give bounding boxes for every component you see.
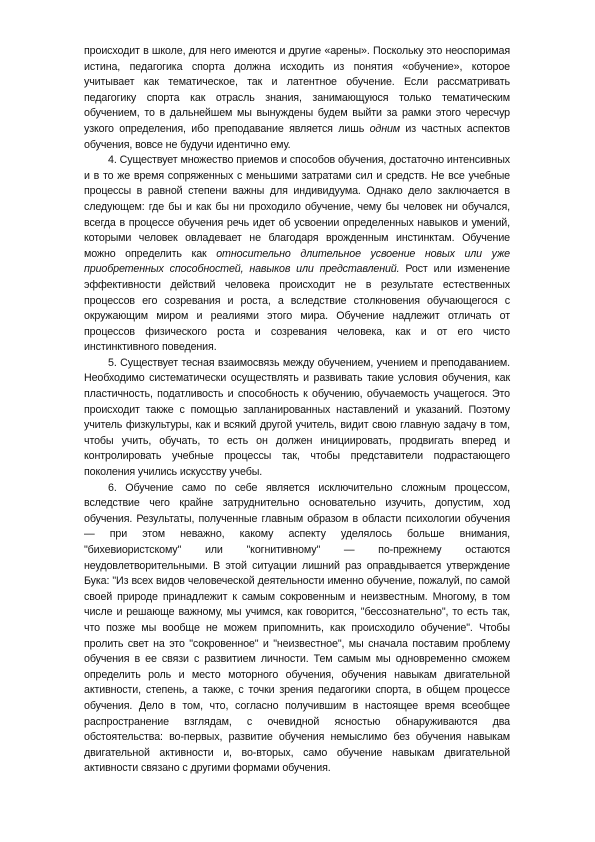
definition-emphasis: относительно длительное усвоение новых или уже приобретенных способностей, навыков или представлений. <box>84 247 511 276</box>
paragraph-text-tail: из частных аспектов обучения, вовсе не будучи идентично ему. <box>84 122 510 151</box>
paragraph-item-6 <box>84 481 510 777</box>
document-page <box>84 44 510 777</box>
paragraph-text: 6. Обучение само по себе является исключительно сложным процессом, вследствие чего крайне затруднительно основательно изучить, допустим, ход обучения. Результаты, полученные главным образом в области психологии обучения — при этом неважно, какому аспекту уделялось больше внимания, "бихевиористскому" или "когнитивному" — по-прежнему остаются неудовлетворительными. В этой ситуации лишний раз оправдывается утверждение Бука: "Из всех видов человеческой деятельности именно обучение, пожалуй, по самой своей природе принадлежит к самым сокровенным и неизвестным. Многому, в том числе и решающе важному, мы учимся, как говорится, "бессознательно", то есть так, что позже мы вообще не можем припомнить, как происходило обучение". Чтобы пролить свет на это "сокровенное" и "неизвестное", мы сначала поставим проблему обучения в ее связи с развитием личности. Тем самым мы одновременно сможем определить роль и место моторного обучения, обучения навыкам двигательной активности, степень, а также, с точки зрения педагогики спорта, в общем процессе обучения. Дело в том, что, согласно получившим в настоящее время всеобщее распространение взглядам, с очевидной ясностью обнаруживаются два обстоятельства: во-первых, развитие обучения немыслимо без обучения навыкам двигательной активности и, во-вторых, само обучение навыкам двигательной активности связано с другими формами обучения. <box>84 481 510 775</box>
paragraph-item-4 <box>84 153 510 356</box>
paragraph-item-5 <box>84 356 510 481</box>
paragraph-text-tail: Рост или изменение эффективности действий человека происходит не в результате естественных процессов его созревания и роста, а вследствие столкновения обучающегося с окружающим миром и реалиями этого мира. Обучение надлежит отличать от процессов физического роста и созревания человека, как и от его чисто инстинктивного поведения. <box>84 263 510 354</box>
paragraph-continuation <box>84 44 510 153</box>
paragraph-text: 5. Существует тесная взаимосвязь между обучением, учением и преподаванием. Необходимо систематически осуществлять и развивать такие условия обучения, как пластичность, податливость и способность к обучению, обучаемость учащегося. Это происходит также с помощью запланированных наставлений и указаний. Поэтому учитель физкультуры, как и всякий другой учитель, видит свою главную задачу в том, чтобы учить, обучать, то есть он должен инициировать, продвигать вперед и контролировать учебные процессы так, чтобы представители подрастающего поколения учились искусству учебы. <box>84 356 510 479</box>
paragraph-text: происходит в школе, для него имеются и другие «арены». Поскольку это неоспоримая истина, педагогика спорта должна исходить из понятия «обучение», которое учитывает как тематическое, так и латентное обучение. Если рассматривать педагогику спорта как отрасль знания, занимающуюся только тематическим обучением, то в дальнейшем мы вынуждены будем выйти за рамки этого чересчур узкого определения, ибо преподавание является лишь <box>84 45 510 135</box>
emphasis-text: одним <box>369 122 400 135</box>
paragraph-text: 4. Существует множество приемов и способов обучения, достаточно интенсивных и в то же время сопряженных с меньшими затратами сил и средств. Не все учебные процессы в равной степени важны для индивидуума. Однако дело заключается в следующем: где бы и как бы ни проходило обучение, чему бы человек ни обучался, всегда в процессе обучения речь идет об усвоении определенных навыков и умений, которыми человек овладевает не благодаря врожденным инстинктам. Обучение можно определить как <box>84 154 510 260</box>
